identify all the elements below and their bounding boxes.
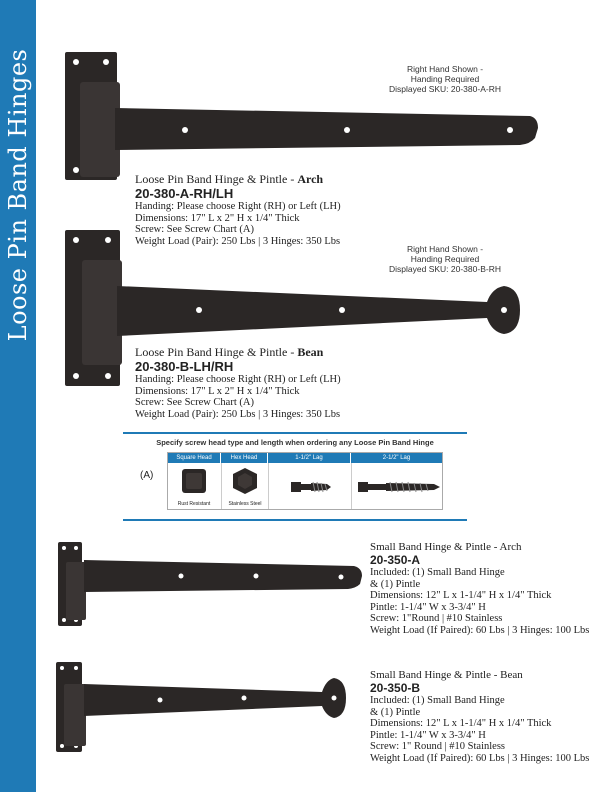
product-description: Loose Pin Band Hinge & Pintle - Arch 20-380-A-RH/LH Handing: Please choose Right (RH) or Left (LH) Dimensions: 17" L x 2" H x 1/4" Thick Screw: See Screw Chart (A) Weight Load (Pair): 250 Lbs | 3 Hinges: 350 Lbs — [135, 172, 341, 247]
lag-screw-long-icon — [352, 463, 443, 509]
screw-cell: Rust Resistant — [168, 463, 220, 509]
product-sku: 20-350-B — [370, 681, 421, 695]
hex-head-screw-icon — [222, 463, 268, 499]
square-head-screw-icon — [168, 463, 220, 499]
screw-instruction: Specify screw head type and length when ordering any Loose Pin Band Hinge — [156, 438, 434, 447]
divider — [123, 432, 467, 434]
screw-header: Hex Head — [221, 453, 267, 463]
product-title: Loose Pin Band Hinge & Pintle - Bean — [135, 345, 324, 359]
product-sku: 20-380-A-RH/LH — [135, 186, 234, 201]
screw-chart-label: (A) — [140, 470, 154, 481]
screw-cell — [351, 463, 443, 509]
screw-chart — [167, 452, 443, 510]
product-description: Small Band Hinge & Pintle - Arch 20-350-A Included: (1) Small Band Hinge & (1) Pintle Dimensions: 12" L x 1-1/4" H x 1/4" Thick Pintle: 1-1/4" W x 3-3/4" H Screw: 1"Round | #10 Stainless Weight Load (If Paired): 60 Lbs | 3 Hinges: 100 Lbs — [370, 541, 590, 636]
screw-cell: Stainless Steel — [221, 463, 268, 509]
screw-header: 1-1/2" Lag — [268, 453, 350, 463]
product-description: Small Band Hinge & Pintle - Bean 20-350-B Included: (1) Small Band Hinge & (1) Pintle Dimensions: 12" L x 1-1/4" H x 1/4" Thick Pintle: 1-1/4" W x 3-3/4" H Screw: 1" Round | #10 Stainless Weight Load (If Paired): 60 Lbs | 3 Hinges: 100 Lbs — [370, 669, 590, 764]
lag-screw-icon — [269, 463, 351, 509]
section-title: Loose Pin Band Hinges — [4, 48, 32, 342]
product-title: Small Band Hinge & Pintle - Bean — [370, 669, 523, 681]
screw-header: 2-1/2" Lag — [351, 453, 442, 463]
product-caption: Right Hand Shown - Handing Required Displayed SKU: 20-380-A-RH — [389, 64, 501, 94]
screw-header: Square Head — [168, 453, 220, 463]
product-sku: 20-380-B-LH/RH — [135, 359, 234, 374]
product-sku: 20-350-A — [370, 553, 421, 567]
product-title: Loose Pin Band Hinge & Pintle - Arch — [135, 172, 324, 186]
divider — [123, 519, 467, 521]
small-arch-hinge-image — [56, 540, 366, 630]
product-title: Small Band Hinge & Pintle - Arch — [370, 541, 522, 553]
screw-cell — [268, 463, 351, 509]
product-description: Loose Pin Band Hinge & Pintle - Bean 20-380-B-LH/RH Handing: Please choose Right (RH) or Left (LH) Dimensions: 17" L x 2" H x 1/4" Thick Screw: See Screw Chart (A) Weight Load (Pair): 250 Lbs | 3 Hinges: 350 Lbs — [135, 345, 341, 420]
small-bean-hinge-image — [54, 660, 350, 756]
product-caption: Right Hand Shown - Handing Required Displayed SKU: 20-380-B-RH — [389, 244, 501, 274]
sidebar-band — [0, 0, 36, 792]
